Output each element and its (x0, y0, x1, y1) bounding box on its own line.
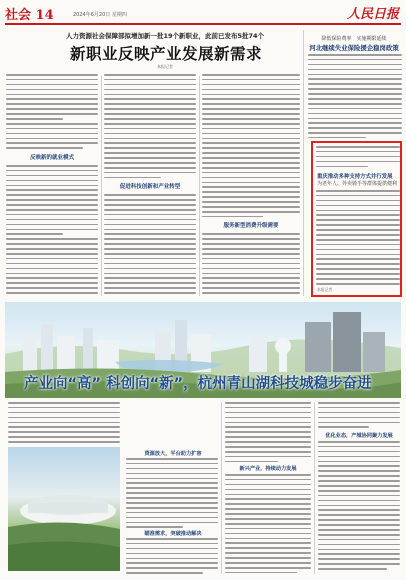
feature-column-3 (318, 402, 400, 430)
newspaper-logo: 人民日报 (346, 7, 399, 22)
feature-intro (8, 402, 120, 446)
feature-title[interactable]: 产业向“高” 科创向“新”，杭州青山湖科技城稳步奋进 (24, 376, 372, 392)
main-column-3 (202, 74, 300, 296)
right-article-kicker: 降低保险费率 实施期限延续 (321, 36, 387, 42)
column-rule (199, 76, 200, 296)
feature-column-3b (318, 441, 400, 575)
column-rule (101, 76, 102, 296)
highlight-title[interactable]: 重庆推动多种支持方式并行发展 (317, 174, 393, 180)
column-rule (303, 30, 304, 296)
body-text (104, 194, 196, 296)
highlighted-article[interactable] (311, 141, 402, 297)
right-article-body (308, 54, 402, 138)
main-kicker: 人力资源社会保障部拟增加新一批19个新职业，此前已发布5批74个 (65, 32, 265, 40)
campus-photo-illustration (8, 447, 120, 571)
subhead: 服务新型消费升级需要 (223, 223, 279, 230)
body-text (202, 233, 300, 296)
main-byline: 本报记者 (157, 64, 173, 69)
feature-column-2 (225, 402, 311, 462)
highlight-body (316, 190, 400, 285)
feature-subhead: 瞄准需求，突破推动解决 (144, 531, 202, 537)
highlight-subtitle: 为老年人、外卖骑手等群体提供便利 (317, 181, 398, 187)
highlight-top-text (316, 146, 400, 170)
main-column-2 (104, 74, 196, 296)
body-text (6, 165, 98, 296)
subhead: 反映新的就业模式 (29, 154, 74, 161)
feature-column-1b (126, 538, 218, 576)
main-column-1 (6, 74, 98, 296)
body-text (308, 54, 402, 138)
subhead: 促进科技创新和产业转型 (119, 184, 181, 191)
issue-date: 2024年6月20日 星期四 (73, 12, 127, 18)
main-headline[interactable]: 新职业反映产业发展新需求 (69, 45, 262, 63)
feature-column-1 (126, 458, 218, 528)
feature-column-2b (225, 474, 311, 574)
feature-subhead: 资源放大，平台助力扩容 (144, 451, 202, 457)
masthead (5, 3, 401, 25)
column-rule (314, 402, 315, 574)
body-text (104, 74, 196, 178)
highlight-byline: 本报记者 (317, 287, 333, 292)
body-text (202, 74, 300, 217)
column-rule (221, 402, 222, 574)
body-text (6, 74, 98, 149)
inset-photo (8, 447, 120, 571)
feature-subhead: 新兴产业，持续动力发展 (239, 466, 297, 472)
section-label: 社会 14 (5, 8, 54, 23)
right-article-title[interactable]: 河北继续失业保险援企稳岗政策 (309, 44, 399, 52)
feature-subhead: 优化业态，产城协同聚力发展 (325, 433, 393, 439)
